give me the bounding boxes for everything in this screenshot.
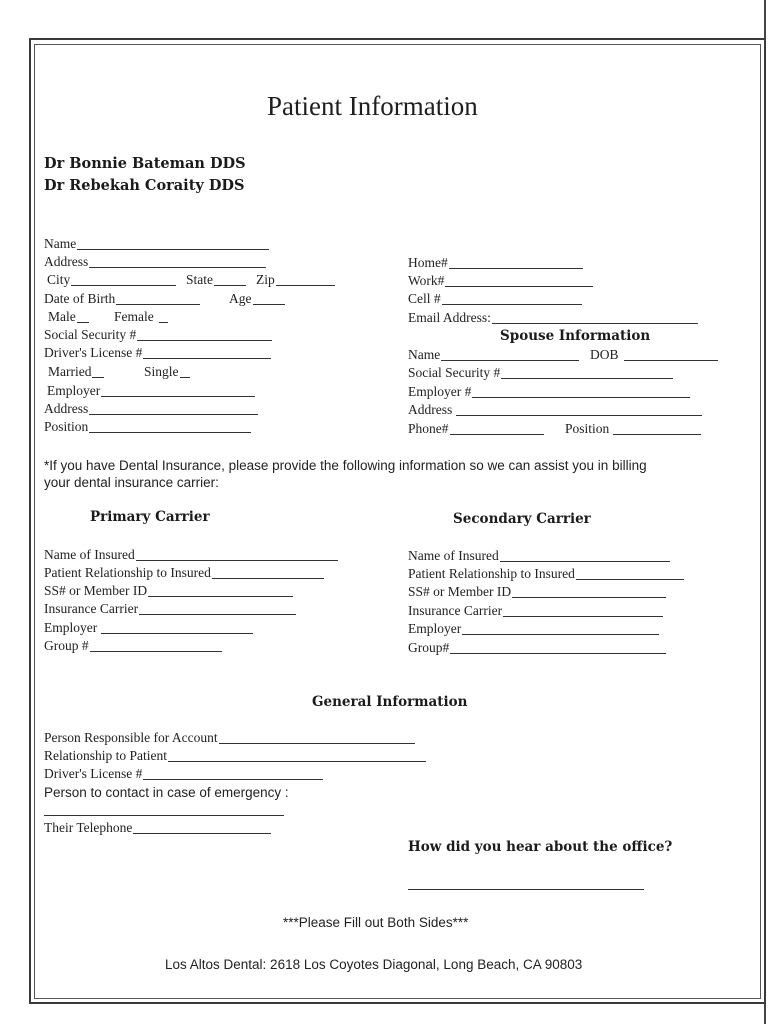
spouse-dob-field[interactable] [590, 348, 718, 362]
relationship-to-patient-label: Relationship to Patient [44, 748, 167, 763]
secondary-name-of-insured-field[interactable] [408, 549, 670, 563]
primary-employer-field[interactable] [44, 621, 253, 635]
secondary-employer-blank[interactable] [462, 634, 659, 635]
secondary-employer-field[interactable] [408, 622, 659, 636]
spouse-position-label: Position [565, 421, 610, 436]
patient-name-blank[interactable] [77, 249, 269, 250]
secondary-group-field[interactable] [408, 641, 666, 655]
secondary-relationship-label: Patient Relationship to Insured [408, 566, 575, 581]
patient-state-field[interactable] [186, 273, 246, 287]
primary-group-label: Group # [44, 638, 89, 653]
primary-carrier-blank[interactable] [139, 614, 296, 615]
spouse-dob-blank[interactable] [624, 360, 718, 361]
fill-both-sides-note: ***Please Fill out Both Sides*** [283, 915, 469, 930]
primary-carrier-field[interactable] [44, 602, 296, 616]
patient-dob-label: Date of Birth [44, 291, 116, 306]
patient-female-label: Female [114, 309, 154, 324]
patient-address2-label: Address [44, 401, 89, 416]
general-info-heading: General Information [312, 694, 468, 710]
spouse-employer-blank[interactable] [472, 397, 690, 398]
patient-drivers-license-label: Driver's License # [44, 345, 143, 360]
spouse-employer-label: Employer # [408, 384, 472, 399]
spouse-employer-field[interactable] [408, 385, 690, 399]
patient-name-field[interactable] [44, 237, 269, 251]
patient-drivers-license-field[interactable] [44, 346, 271, 360]
secondary-employer-label: Employer [408, 621, 462, 636]
cell-phone-field[interactable] [408, 292, 582, 306]
email-field[interactable] [408, 311, 698, 325]
patient-male-blank[interactable] [77, 322, 89, 323]
spouse-address-label: Address [408, 402, 453, 417]
patient-position-blank[interactable] [89, 432, 251, 433]
patient-married-field[interactable] [48, 365, 104, 379]
patient-zip-label: Zip [256, 272, 275, 287]
home-phone-blank[interactable] [449, 268, 583, 269]
work-phone-blank[interactable] [445, 286, 593, 287]
patient-address2-blank[interactable] [89, 414, 258, 415]
primary-group-field[interactable] [44, 639, 222, 653]
cell-phone-blank[interactable] [442, 304, 582, 305]
responsible-party-label: Person Responsible for Account [44, 730, 218, 745]
secondary-group-blank[interactable] [450, 653, 666, 654]
primary-member-id-blank[interactable] [148, 596, 293, 597]
insurance-note-line-2: your dental insurance carrier: [44, 475, 219, 490]
patient-married-blank[interactable] [92, 377, 104, 378]
insurance-note-line-1: *If you have Dental Insurance, please provide the following information so we can assist you in billing [44, 458, 647, 473]
spouse-dob-label: DOB [590, 347, 619, 362]
primary-carrier-label: Insurance Carrier [44, 601, 139, 616]
primary-relationship-blank[interactable] [212, 578, 324, 579]
patient-female-blank[interactable] [159, 322, 168, 323]
spouse-address-blank[interactable] [456, 415, 702, 416]
spouse-name-blank[interactable] [441, 360, 579, 361]
secondary-relationship-field[interactable] [408, 567, 684, 581]
patient-address2-field[interactable] [44, 402, 258, 416]
primary-carrier-heading: Primary Carrier [90, 509, 210, 525]
email-label: Email Address: [408, 310, 491, 325]
doctor-name-2: Dr Rebekah Coraity DDS [44, 177, 245, 194]
patient-employer-field[interactable] [47, 384, 255, 398]
patient-male-label: Male [48, 309, 76, 324]
patient-dob-blank[interactable] [116, 304, 200, 305]
secondary-carrier-heading: Secondary Carrier [453, 511, 591, 527]
patient-ssn-blank[interactable] [137, 340, 272, 341]
primary-name-of-insured-field[interactable] [44, 548, 338, 562]
relationship-to-patient-blank[interactable] [168, 761, 426, 762]
patient-female-field[interactable] [114, 310, 168, 324]
patient-age-label: Age [229, 291, 252, 306]
work-phone-field[interactable] [408, 274, 593, 288]
responsible-party-blank[interactable] [219, 743, 415, 744]
spouse-name-field[interactable] [408, 348, 579, 362]
patient-drivers-license-blank[interactable] [143, 358, 271, 359]
doctor-name-1: Dr Bonnie Bateman DDS [44, 155, 246, 172]
patient-position-field[interactable] [44, 420, 251, 434]
patient-single-label: Single [144, 364, 179, 379]
primary-name-of-insured-blank[interactable] [136, 560, 338, 561]
spouse-phone-field[interactable] [408, 422, 544, 436]
secondary-name-of-insured-blank[interactable] [500, 561, 670, 562]
secondary-member-id-blank[interactable] [512, 597, 666, 598]
spouse-ssn-blank[interactable] [501, 378, 673, 379]
relationship-to-patient-field[interactable] [44, 749, 426, 763]
spouse-ssn-field[interactable] [408, 366, 673, 380]
office-address: Los Altos Dental: 2618 Los Coyotes Diagonal, Long Beach, CA 90803 [165, 957, 583, 972]
patient-male-field[interactable] [48, 310, 89, 324]
responsible-party-field[interactable] [44, 731, 415, 745]
spouse-address-field[interactable] [408, 403, 702, 417]
hear-about-office-question: How did you hear about the office? [408, 839, 673, 855]
spouse-phone-blank[interactable] [450, 434, 544, 435]
emergency-contact-label: Person to contact in case of emergency : [44, 785, 289, 800]
spouse-phone-label: Phone# [408, 421, 449, 436]
primary-member-id-label: SS# or Member ID [44, 583, 148, 598]
patient-age-field[interactable] [229, 292, 285, 306]
work-phone-label: Work# [408, 273, 445, 288]
patient-name-label: Name [44, 236, 77, 251]
patient-city-field[interactable] [47, 273, 176, 287]
secondary-carrier-field[interactable] [408, 604, 663, 618]
their-telephone-blank[interactable] [133, 833, 271, 834]
primary-group-blank[interactable] [90, 651, 222, 652]
patient-address-blank[interactable] [89, 267, 266, 268]
hear-about-office-blank[interactable] [408, 889, 644, 890]
primary-employer-blank[interactable] [101, 633, 253, 634]
spouse-position-blank[interactable] [613, 434, 701, 435]
secondary-group-label: Group# [408, 640, 450, 655]
patient-city-blank[interactable] [71, 285, 176, 286]
spouse-name-label: Name [408, 347, 441, 362]
patient-employer-label: Employer [47, 383, 101, 398]
primary-relationship-field[interactable] [44, 566, 324, 580]
page-title: Patient Information [267, 91, 478, 121]
secondary-carrier-blank[interactable] [503, 616, 663, 617]
primary-employer-label: Employer [44, 620, 98, 635]
patient-age-blank[interactable] [253, 304, 285, 305]
patient-address-field[interactable] [44, 255, 266, 269]
their-telephone-label: Their Telephone [44, 820, 133, 835]
patient-zip-blank[interactable] [276, 285, 335, 286]
patient-married-label: Married [48, 364, 92, 379]
secondary-carrier-label: Insurance Carrier [408, 603, 503, 618]
patient-city-label: City [47, 272, 71, 287]
cell-phone-label: Cell # [408, 291, 441, 306]
general-drivers-license-label: Driver's License # [44, 766, 143, 781]
patient-employer-blank[interactable] [101, 396, 255, 397]
patient-ssn-field[interactable] [44, 328, 272, 342]
spouse-info-heading: Spouse Information [500, 328, 651, 344]
secondary-member-id-field[interactable] [408, 585, 666, 599]
spouse-position-field[interactable] [565, 422, 701, 436]
patient-single-blank[interactable] [180, 377, 190, 378]
patient-dob-field[interactable] [44, 292, 200, 306]
home-phone-label: Home# [408, 255, 448, 270]
general-drivers-license-field[interactable] [44, 767, 323, 781]
patient-address-label: Address [44, 254, 89, 269]
general-drivers-license-blank[interactable] [143, 779, 323, 780]
home-phone-field[interactable] [408, 256, 583, 270]
primary-name-of-insured-label: Name of Insured [44, 547, 135, 562]
secondary-relationship-blank[interactable] [576, 579, 684, 580]
primary-member-id-field[interactable] [44, 584, 293, 598]
secondary-name-of-insured-label: Name of Insured [408, 548, 499, 563]
patient-zip-field[interactable] [256, 273, 335, 287]
patient-position-label: Position [44, 419, 89, 434]
email-blank[interactable] [492, 323, 698, 324]
patient-ssn-label: Social Security # [44, 327, 137, 342]
emergency-contact-blank[interactable] [44, 815, 284, 816]
patient-single-field[interactable] [144, 365, 190, 379]
their-telephone-field[interactable] [44, 821, 271, 835]
secondary-member-id-label: SS# or Member ID [408, 584, 512, 599]
primary-relationship-label: Patient Relationship to Insured [44, 565, 211, 580]
patient-state-label: State [186, 272, 213, 287]
spouse-ssn-label: Social Security # [408, 365, 501, 380]
patient-state-blank[interactable] [214, 285, 246, 286]
